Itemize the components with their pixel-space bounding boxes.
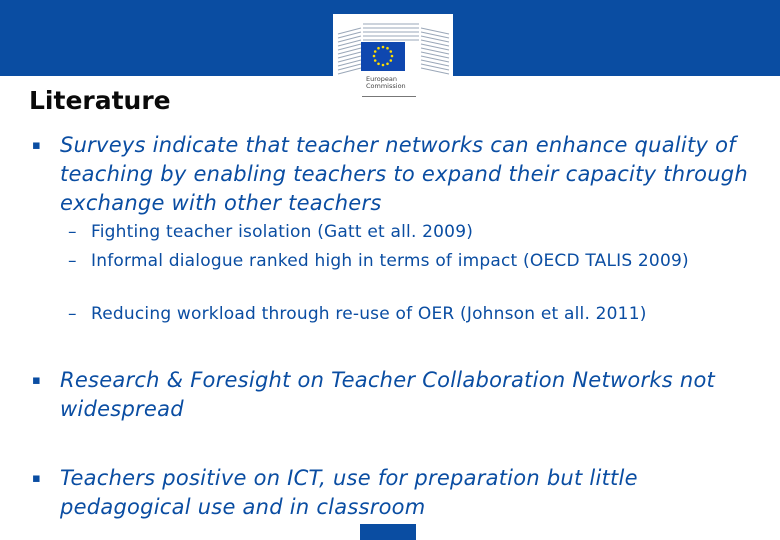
logo-underline xyxy=(362,96,416,97)
bullet-marker: ▪ xyxy=(32,373,42,388)
bullet-item xyxy=(32,366,752,424)
sub-bullet-marker: – xyxy=(68,222,77,242)
sub-bullet-marker: – xyxy=(68,251,77,271)
sub-bullet-text: Reducing workload through re-use of OER (Johnson et all. 2011) xyxy=(91,304,647,324)
footer-accent-block xyxy=(360,524,416,540)
bullet-text: Research & Foresight on Teacher Collaboration Networks not widespread xyxy=(60,368,716,421)
bullet-text: Teachers positive on ICT, use for preparation but little pedagogical use and in classroom xyxy=(60,466,638,519)
sub-bullet-text: Fighting teacher isolation (Gatt et all. 2009) xyxy=(91,222,474,242)
logo-caption xyxy=(366,76,406,90)
sub-bullet-text: Informal dialogue ranked high in terms of impact (OECD TALIS 2009) xyxy=(91,251,689,271)
sub-bullet-marker: – xyxy=(68,304,77,324)
sub-bullet-item xyxy=(68,251,748,272)
logo-caption-line1: European xyxy=(366,75,397,83)
bullet-marker: ▪ xyxy=(32,471,42,486)
bullet-item xyxy=(32,464,752,522)
bullet-marker: ▪ xyxy=(32,138,42,153)
bullet-text: Surveys indicate that teacher networks can enhance quality of teaching by enabling teachers to expand their capacity through exchange with other teachers xyxy=(60,133,748,215)
bullet-item xyxy=(32,131,752,218)
slide-title: Literature xyxy=(29,86,171,115)
sub-bullet-item xyxy=(68,222,748,243)
logo-caption-line2: Commission xyxy=(366,82,406,90)
eu-flag-icon xyxy=(361,42,405,71)
sub-bullet-item xyxy=(68,304,748,325)
